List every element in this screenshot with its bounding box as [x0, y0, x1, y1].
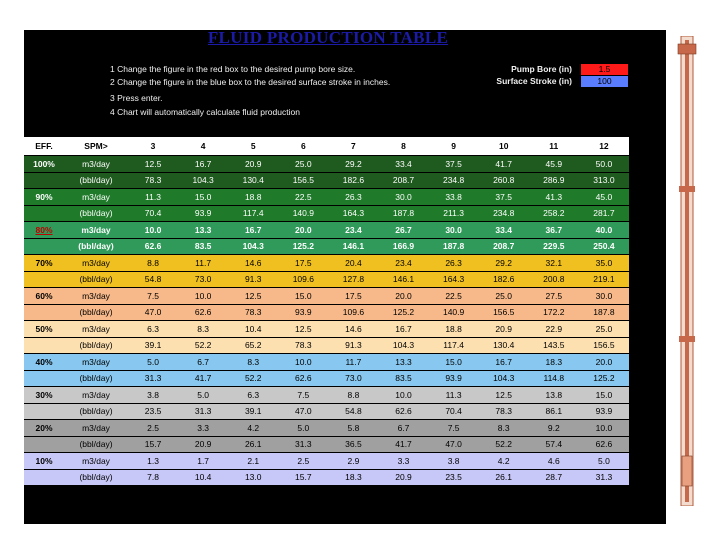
value-cell: 219.1 [579, 271, 629, 288]
value-cell: 29.2 [328, 156, 378, 173]
unit-cell: (bbl/day) [64, 172, 128, 189]
value-cell: 5.0 [278, 420, 328, 437]
value-cell: 7.5 [278, 387, 328, 404]
value-cell: 2.1 [228, 453, 278, 470]
value-cell: 36.5 [328, 436, 378, 453]
value-cell: 93.9 [178, 205, 228, 222]
value-cell: 15.7 [278, 469, 328, 485]
value-cell: 187.8 [378, 205, 428, 222]
spreadsheet-area [24, 30, 666, 524]
value-cell: 10.0 [128, 222, 178, 239]
value-cell: 65.2 [228, 337, 278, 354]
value-cell: 41.7 [378, 436, 428, 453]
value-cell: 164.3 [328, 205, 378, 222]
value-cell: 3.3 [378, 453, 428, 470]
value-cell: 8.8 [128, 255, 178, 272]
value-cell: 50.0 [579, 156, 629, 173]
value-cell: 104.3 [378, 337, 428, 354]
table-row [24, 238, 629, 255]
spm-column-header: 10 [479, 137, 529, 156]
unit-cell: m3/day [64, 156, 128, 173]
value-cell: 2.5 [128, 420, 178, 437]
value-cell: 3.8 [128, 387, 178, 404]
value-cell: 104.3 [479, 370, 529, 387]
value-cell: 114.8 [529, 370, 579, 387]
value-cell: 5.0 [579, 453, 629, 470]
value-cell: 4.6 [529, 453, 579, 470]
value-cell: 156.5 [278, 172, 328, 189]
spm-column-header: 12 [579, 137, 629, 156]
value-cell: 8.3 [178, 321, 228, 338]
value-cell: 33.4 [378, 156, 428, 173]
value-cell: 93.9 [278, 304, 328, 321]
value-cell: 62.6 [128, 238, 178, 255]
value-cell: 12.5 [128, 156, 178, 173]
efficiency-cell: 60% [24, 288, 64, 305]
value-cell: 156.5 [479, 304, 529, 321]
value-cell: 83.5 [178, 238, 228, 255]
value-cell: 20.9 [479, 321, 529, 338]
value-cell: 11.7 [178, 255, 228, 272]
efficiency-cell [24, 304, 64, 321]
value-cell: 146.1 [328, 238, 378, 255]
value-cell: 172.2 [529, 304, 579, 321]
page-title: FLUID PRODUCTION TABLE [207, 28, 449, 47]
efficiency-cell [24, 469, 64, 485]
unit-cell: (bbl/day) [64, 337, 128, 354]
value-cell: 91.3 [328, 337, 378, 354]
value-cell: 187.8 [429, 238, 479, 255]
pump-bore-input[interactable]: 1.5 [581, 64, 628, 75]
surface-stroke-label: Surface Stroke (in) [496, 76, 572, 86]
value-cell: 1.3 [128, 453, 178, 470]
value-cell: 5.0 [128, 354, 178, 371]
value-cell: 73.0 [178, 271, 228, 288]
value-cell: 33.4 [479, 222, 529, 239]
value-cell: 39.1 [128, 337, 178, 354]
value-cell: 4.2 [228, 420, 278, 437]
value-cell: 6.3 [128, 321, 178, 338]
value-cell: 22.9 [529, 321, 579, 338]
value-cell: 25.0 [278, 156, 328, 173]
value-cell: 109.6 [278, 271, 328, 288]
value-cell: 93.9 [579, 403, 629, 420]
value-cell: 16.7 [479, 354, 529, 371]
value-cell: 125.2 [579, 370, 629, 387]
value-cell: 14.6 [228, 255, 278, 272]
value-cell: 15.0 [178, 189, 228, 206]
value-cell: 78.3 [479, 403, 529, 420]
efficiency-cell [24, 172, 64, 189]
unit-cell: (bbl/day) [64, 304, 128, 321]
value-cell: 3.3 [178, 420, 228, 437]
value-cell: 13.3 [378, 354, 428, 371]
value-cell: 211.3 [429, 205, 479, 222]
value-cell: 6.3 [228, 387, 278, 404]
value-cell: 52.2 [228, 370, 278, 387]
value-cell: 208.7 [479, 238, 529, 255]
value-cell: 4.2 [479, 453, 529, 470]
value-cell: 10.4 [178, 469, 228, 485]
efficiency-cell: 40% [24, 354, 64, 371]
spm-column-header: 9 [429, 137, 479, 156]
efficiency-cell: 100% [24, 156, 64, 173]
value-cell: 62.6 [278, 370, 328, 387]
value-cell: 182.6 [328, 172, 378, 189]
value-cell: 146.1 [378, 271, 428, 288]
value-cell: 281.7 [579, 205, 629, 222]
value-cell: 20.9 [378, 469, 428, 485]
value-cell: 25.0 [579, 321, 629, 338]
value-cell: 109.6 [328, 304, 378, 321]
value-cell: 16.7 [228, 222, 278, 239]
value-cell: 9.2 [529, 420, 579, 437]
value-cell: 26.3 [429, 255, 479, 272]
value-cell: 164.3 [429, 271, 479, 288]
value-cell: 26.3 [328, 189, 378, 206]
spm-column-header: 6 [278, 137, 328, 156]
efficiency-cell: 70% [24, 255, 64, 272]
value-cell: 54.8 [128, 271, 178, 288]
value-cell: 15.7 [128, 436, 178, 453]
table-row [24, 189, 629, 206]
value-cell: 20.0 [278, 222, 328, 239]
spm-column-header: 8 [378, 137, 428, 156]
value-cell: 25.0 [479, 288, 529, 305]
efficiency-cell [24, 238, 64, 255]
value-cell: 18.3 [529, 354, 579, 371]
unit-cell: (bbl/day) [64, 403, 128, 420]
value-cell: 23.4 [328, 222, 378, 239]
value-cell: 127.8 [328, 271, 378, 288]
value-cell: 3.8 [429, 453, 479, 470]
value-cell: 22.5 [278, 189, 328, 206]
value-cell: 23.5 [429, 469, 479, 485]
value-cell: 28.7 [529, 469, 579, 485]
unit-cell: m3/day [64, 222, 128, 239]
unit-cell: (bbl/day) [64, 205, 128, 222]
value-cell: 35.0 [579, 255, 629, 272]
value-cell: 20.9 [228, 156, 278, 173]
value-cell: 45.9 [529, 156, 579, 173]
table-row [24, 288, 629, 305]
value-cell: 20.0 [579, 354, 629, 371]
value-cell: 17.5 [278, 255, 328, 272]
value-cell: 200.8 [529, 271, 579, 288]
spm-column-header: 5 [228, 137, 278, 156]
efficiency-cell: 90% [24, 189, 64, 206]
table-row [24, 403, 629, 420]
efficiency-cell [24, 370, 64, 387]
table-row [24, 436, 629, 453]
value-cell: 6.7 [378, 420, 428, 437]
value-cell: 250.4 [579, 238, 629, 255]
value-cell: 15.0 [579, 387, 629, 404]
instruction-2: 2 Change the figure in the blue box to the desired surface stroke in inches. [110, 77, 391, 87]
value-cell: 166.9 [378, 238, 428, 255]
value-cell: 15.0 [278, 288, 328, 305]
surface-stroke-input[interactable]: 100 [581, 76, 628, 87]
value-cell: 37.5 [429, 156, 479, 173]
value-cell: 10.0 [178, 288, 228, 305]
value-cell: 234.8 [429, 172, 479, 189]
value-cell: 23.4 [378, 255, 428, 272]
value-cell: 2.5 [278, 453, 328, 470]
value-cell: 16.7 [178, 156, 228, 173]
value-cell: 41.7 [479, 156, 529, 173]
unit-cell: m3/day [64, 189, 128, 206]
value-cell: 15.0 [429, 354, 479, 371]
efficiency-cell: 50% [24, 321, 64, 338]
value-cell: 7.8 [128, 469, 178, 485]
value-cell: 1.7 [178, 453, 228, 470]
value-cell: 11.3 [429, 387, 479, 404]
value-cell: 8.8 [328, 387, 378, 404]
value-cell: 208.7 [378, 172, 428, 189]
unit-cell: m3/day [64, 288, 128, 305]
unit-cell: m3/day [64, 387, 128, 404]
value-cell: 20.4 [328, 255, 378, 272]
value-cell: 52.2 [178, 337, 228, 354]
value-cell: 41.7 [178, 370, 228, 387]
value-cell: 12.5 [228, 288, 278, 305]
efficiency-cell [24, 271, 64, 288]
table-row [24, 172, 629, 189]
value-cell: 13.3 [178, 222, 228, 239]
value-cell: 40.0 [579, 222, 629, 239]
value-cell: 70.4 [128, 205, 178, 222]
value-cell: 143.5 [529, 337, 579, 354]
value-cell: 73.0 [328, 370, 378, 387]
table-row [24, 420, 629, 437]
value-cell: 93.9 [429, 370, 479, 387]
value-cell: 11.3 [128, 189, 178, 206]
value-cell: 8.3 [479, 420, 529, 437]
value-cell: 32.1 [529, 255, 579, 272]
unit-cell: m3/day [64, 321, 128, 338]
value-cell: 6.7 [178, 354, 228, 371]
unit-cell: m3/day [64, 255, 128, 272]
value-cell: 83.5 [378, 370, 428, 387]
value-cell: 78.3 [228, 304, 278, 321]
value-cell: 130.4 [479, 337, 529, 354]
value-cell: 13.8 [529, 387, 579, 404]
table-row [24, 255, 629, 272]
value-cell: 125.2 [378, 304, 428, 321]
value-cell: 18.8 [429, 321, 479, 338]
spm-column-header: 7 [328, 137, 378, 156]
value-cell: 47.0 [278, 403, 328, 420]
value-cell: 313.0 [579, 172, 629, 189]
value-cell: 104.3 [178, 172, 228, 189]
value-cell: 5.0 [178, 387, 228, 404]
value-cell: 229.5 [529, 238, 579, 255]
value-cell: 14.6 [328, 321, 378, 338]
value-cell: 10.0 [579, 420, 629, 437]
value-cell: 39.1 [228, 403, 278, 420]
value-cell: 104.3 [228, 238, 278, 255]
value-cell: 78.3 [128, 172, 178, 189]
value-cell: 52.2 [479, 436, 529, 453]
value-cell: 91.3 [228, 271, 278, 288]
value-cell: 26.1 [228, 436, 278, 453]
value-cell: 22.5 [429, 288, 479, 305]
table-row [24, 387, 629, 404]
value-cell: 286.9 [529, 172, 579, 189]
value-cell: 18.3 [328, 469, 378, 485]
value-cell: 37.5 [479, 189, 529, 206]
value-cell: 125.2 [278, 238, 328, 255]
table-row [24, 453, 629, 470]
instruction-3: 3 Press enter. [110, 93, 163, 103]
value-cell: 8.3 [228, 354, 278, 371]
value-cell: 234.8 [479, 205, 529, 222]
value-cell: 29.2 [479, 255, 529, 272]
value-cell: 17.5 [328, 288, 378, 305]
unit-cell: m3/day [64, 453, 128, 470]
unit-cell: (bbl/day) [64, 469, 128, 485]
value-cell: 5.8 [328, 420, 378, 437]
table-header [24, 137, 629, 156]
value-cell: 86.1 [529, 403, 579, 420]
value-cell: 26.1 [479, 469, 529, 485]
spm-column-header: 4 [178, 137, 228, 156]
value-cell: 23.5 [128, 403, 178, 420]
efficiency-cell [24, 436, 64, 453]
value-cell: 117.4 [429, 337, 479, 354]
value-cell: 7.5 [128, 288, 178, 305]
table-row [24, 469, 629, 485]
table-row [24, 321, 629, 338]
eff-header: EFF. [24, 137, 64, 156]
value-cell: 62.6 [178, 304, 228, 321]
value-cell: 7.5 [429, 420, 479, 437]
unit-cell: (bbl/day) [64, 436, 128, 453]
value-cell: 26.7 [378, 222, 428, 239]
value-cell: 13.0 [228, 469, 278, 485]
value-cell: 78.3 [278, 337, 328, 354]
value-cell: 140.9 [278, 205, 328, 222]
value-cell: 31.3 [579, 469, 629, 485]
table-row [24, 304, 629, 321]
pump-bore-label: Pump Bore (in) [511, 64, 572, 74]
value-cell: 31.3 [178, 403, 228, 420]
value-cell: 20.0 [378, 288, 428, 305]
table-row [24, 337, 629, 354]
spm-column-header: 3 [128, 137, 178, 156]
value-cell: 10.0 [378, 387, 428, 404]
efficiency-cell [24, 403, 64, 420]
value-cell: 36.7 [529, 222, 579, 239]
spm-column-header: 11 [529, 137, 579, 156]
unit-cell: (bbl/day) [64, 271, 128, 288]
value-cell: 57.4 [529, 436, 579, 453]
value-cell: 182.6 [479, 271, 529, 288]
value-cell: 20.9 [178, 436, 228, 453]
spm-header: SPM> [64, 137, 128, 156]
value-cell: 2.9 [328, 453, 378, 470]
value-cell: 258.2 [529, 205, 579, 222]
table-row [24, 205, 629, 222]
table-row [24, 354, 629, 371]
efficiency-cell: 30% [24, 387, 64, 404]
unit-cell: m3/day [64, 354, 128, 371]
value-cell: 70.4 [429, 403, 479, 420]
value-cell: 12.5 [479, 387, 529, 404]
instruction-4: 4 Chart will automatically calculate fluid production [110, 107, 300, 117]
value-cell: 12.5 [278, 321, 328, 338]
unit-cell: m3/day [64, 420, 128, 437]
table-row [24, 370, 629, 387]
value-cell: 18.8 [228, 189, 278, 206]
value-cell: 30.0 [429, 222, 479, 239]
efficiency-cell [24, 205, 64, 222]
value-cell: 16.7 [378, 321, 428, 338]
value-cell: 30.0 [579, 288, 629, 305]
value-cell: 11.7 [328, 354, 378, 371]
wellbore-pump-diagram [672, 36, 702, 506]
value-cell: 187.8 [579, 304, 629, 321]
value-cell: 54.8 [328, 403, 378, 420]
value-cell: 47.0 [429, 436, 479, 453]
value-cell: 156.5 [579, 337, 629, 354]
value-cell: 45.0 [579, 189, 629, 206]
table-row [24, 222, 629, 239]
efficiency-cell: 80% [24, 222, 64, 239]
value-cell: 130.4 [228, 172, 278, 189]
value-cell: 10.4 [228, 321, 278, 338]
value-cell: 31.3 [128, 370, 178, 387]
instruction-1: 1 Change the figure in the red box to the desired pump bore size. [110, 64, 356, 74]
production-table [24, 136, 629, 485]
efficiency-cell [24, 337, 64, 354]
value-cell: 117.4 [228, 205, 278, 222]
value-cell: 62.6 [378, 403, 428, 420]
value-cell: 140.9 [429, 304, 479, 321]
efficiency-cell: 20% [24, 420, 64, 437]
unit-cell: (bbl/day) [64, 238, 128, 255]
value-cell: 260.8 [479, 172, 529, 189]
table-row [24, 156, 629, 173]
value-cell: 27.5 [529, 288, 579, 305]
unit-cell: (bbl/day) [64, 370, 128, 387]
value-cell: 10.0 [278, 354, 328, 371]
efficiency-cell: 10% [24, 453, 64, 470]
value-cell: 30.0 [378, 189, 428, 206]
value-cell: 33.8 [429, 189, 479, 206]
value-cell: 41.3 [529, 189, 579, 206]
value-cell: 31.3 [278, 436, 328, 453]
value-cell: 62.6 [579, 436, 629, 453]
table-row [24, 271, 629, 288]
value-cell: 47.0 [128, 304, 178, 321]
